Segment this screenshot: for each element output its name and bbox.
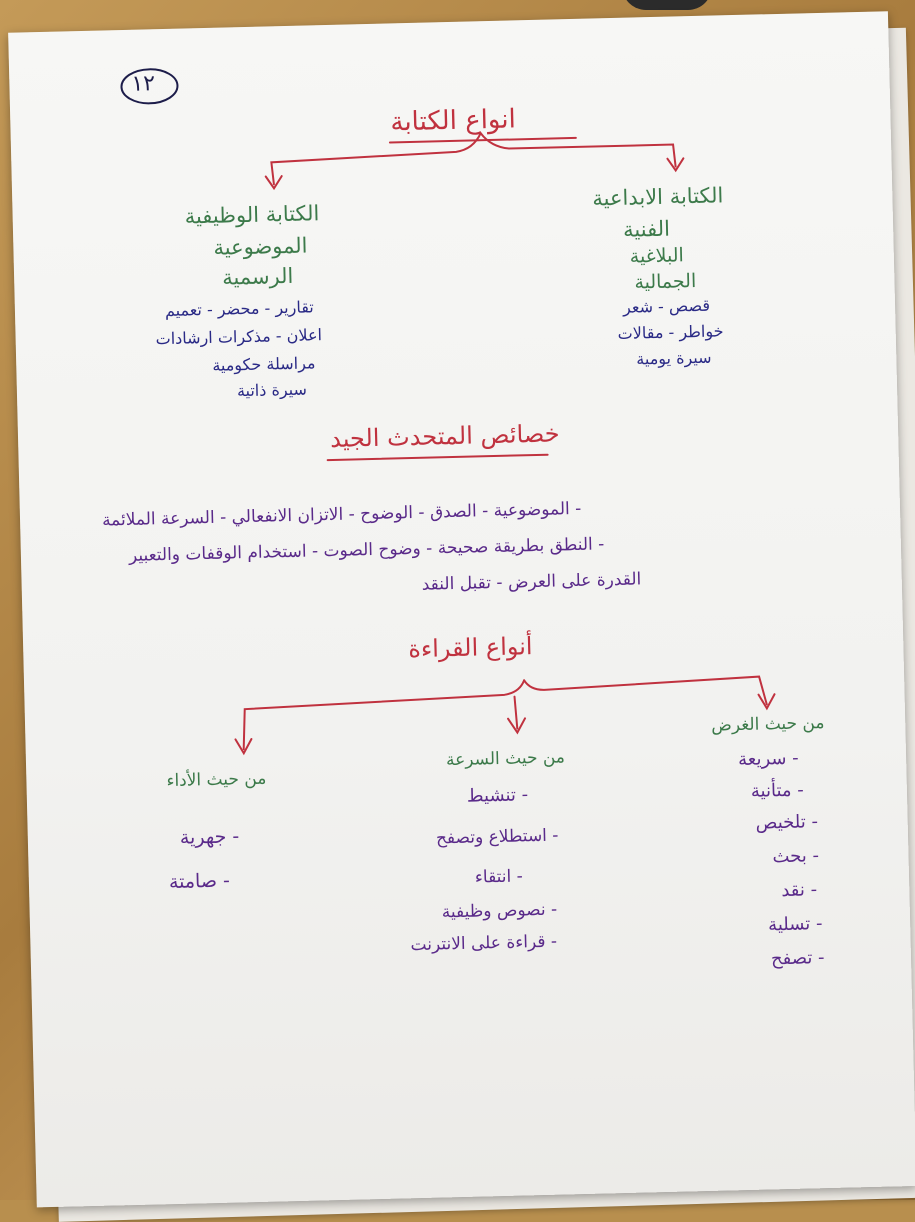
speaker-line: - الموضوعية - الصدق - الوضوح - الاتزان الانفعالي - السرعة الملائمة	[101, 498, 582, 531]
reading-purpose-item: - تصفح	[770, 947, 825, 970]
reading-speed-item: - استطلاع وتصفح	[435, 825, 559, 849]
reading-purpose-item: - تسلية	[767, 913, 823, 936]
reading-purpose-item: - سريعة	[737, 747, 799, 771]
page-number: ١٢	[131, 71, 156, 97]
functional-example: مراسلة حكومية	[212, 353, 316, 375]
creative-writing-heading: الكتابة الابداعية	[592, 183, 724, 211]
notebook-page	[8, 11, 915, 1207]
reading-performance-item: - جهرية	[179, 825, 240, 849]
connector-arrows	[8, 11, 915, 1207]
reading-purpose-item: - متأنية	[750, 779, 805, 802]
reading-speed-item: - قراءة على الانترنت	[410, 931, 558, 956]
creative-synonym: البلاغية	[629, 244, 685, 268]
speaker-line: - النطق بطريقة صحيحة - وضوح الصوت - استخدام الوقفات والتعبير	[128, 534, 605, 566]
reading-speed-item: - تنشيط	[466, 784, 529, 807]
writing-types-title: انواع الكتابة	[390, 104, 517, 138]
reading-performance-heading: من حيث الأداء	[166, 768, 267, 792]
functional-synonym: الموضوعية	[213, 233, 308, 260]
reading-performance-item: - صامتة	[168, 869, 231, 894]
reading-purpose-item: - بحث	[772, 845, 820, 868]
creative-synonym: الفنية	[622, 216, 671, 242]
reading-purpose-heading: من حيث الغرض	[711, 713, 825, 736]
functional-example: اعلان - مذكرات ارشادات	[155, 325, 323, 349]
reading-speed-item: - انتقاء	[474, 866, 524, 888]
reading-types-title: أنواع القراءة	[407, 632, 533, 664]
creative-example: سيرة يومية	[636, 347, 712, 369]
speaker-title: خصائص المتحدث الجيد	[329, 419, 560, 453]
reading-purpose-item: - نقد	[781, 879, 818, 902]
reading-speed-heading: من حيث السرعة	[445, 747, 566, 771]
speaker-line: القدرة على العرض - تقبل النقد	[421, 569, 642, 595]
functional-writing-heading: الكتابة الوظيفية	[184, 201, 320, 229]
functional-example: سيرة ذاتية	[236, 379, 308, 401]
creative-example: خواطر - مقالات	[617, 321, 724, 343]
reading-purpose-item: - تلخيص	[755, 811, 819, 834]
functional-example: تقارير - محضر - تعميم	[164, 297, 314, 320]
creative-synonym: الجمالية	[634, 270, 697, 294]
creative-example: قصص - شعر	[622, 295, 711, 317]
functional-synonym: الرسمية	[221, 263, 294, 290]
reading-speed-item: - نصوص وظيفية	[441, 899, 558, 923]
